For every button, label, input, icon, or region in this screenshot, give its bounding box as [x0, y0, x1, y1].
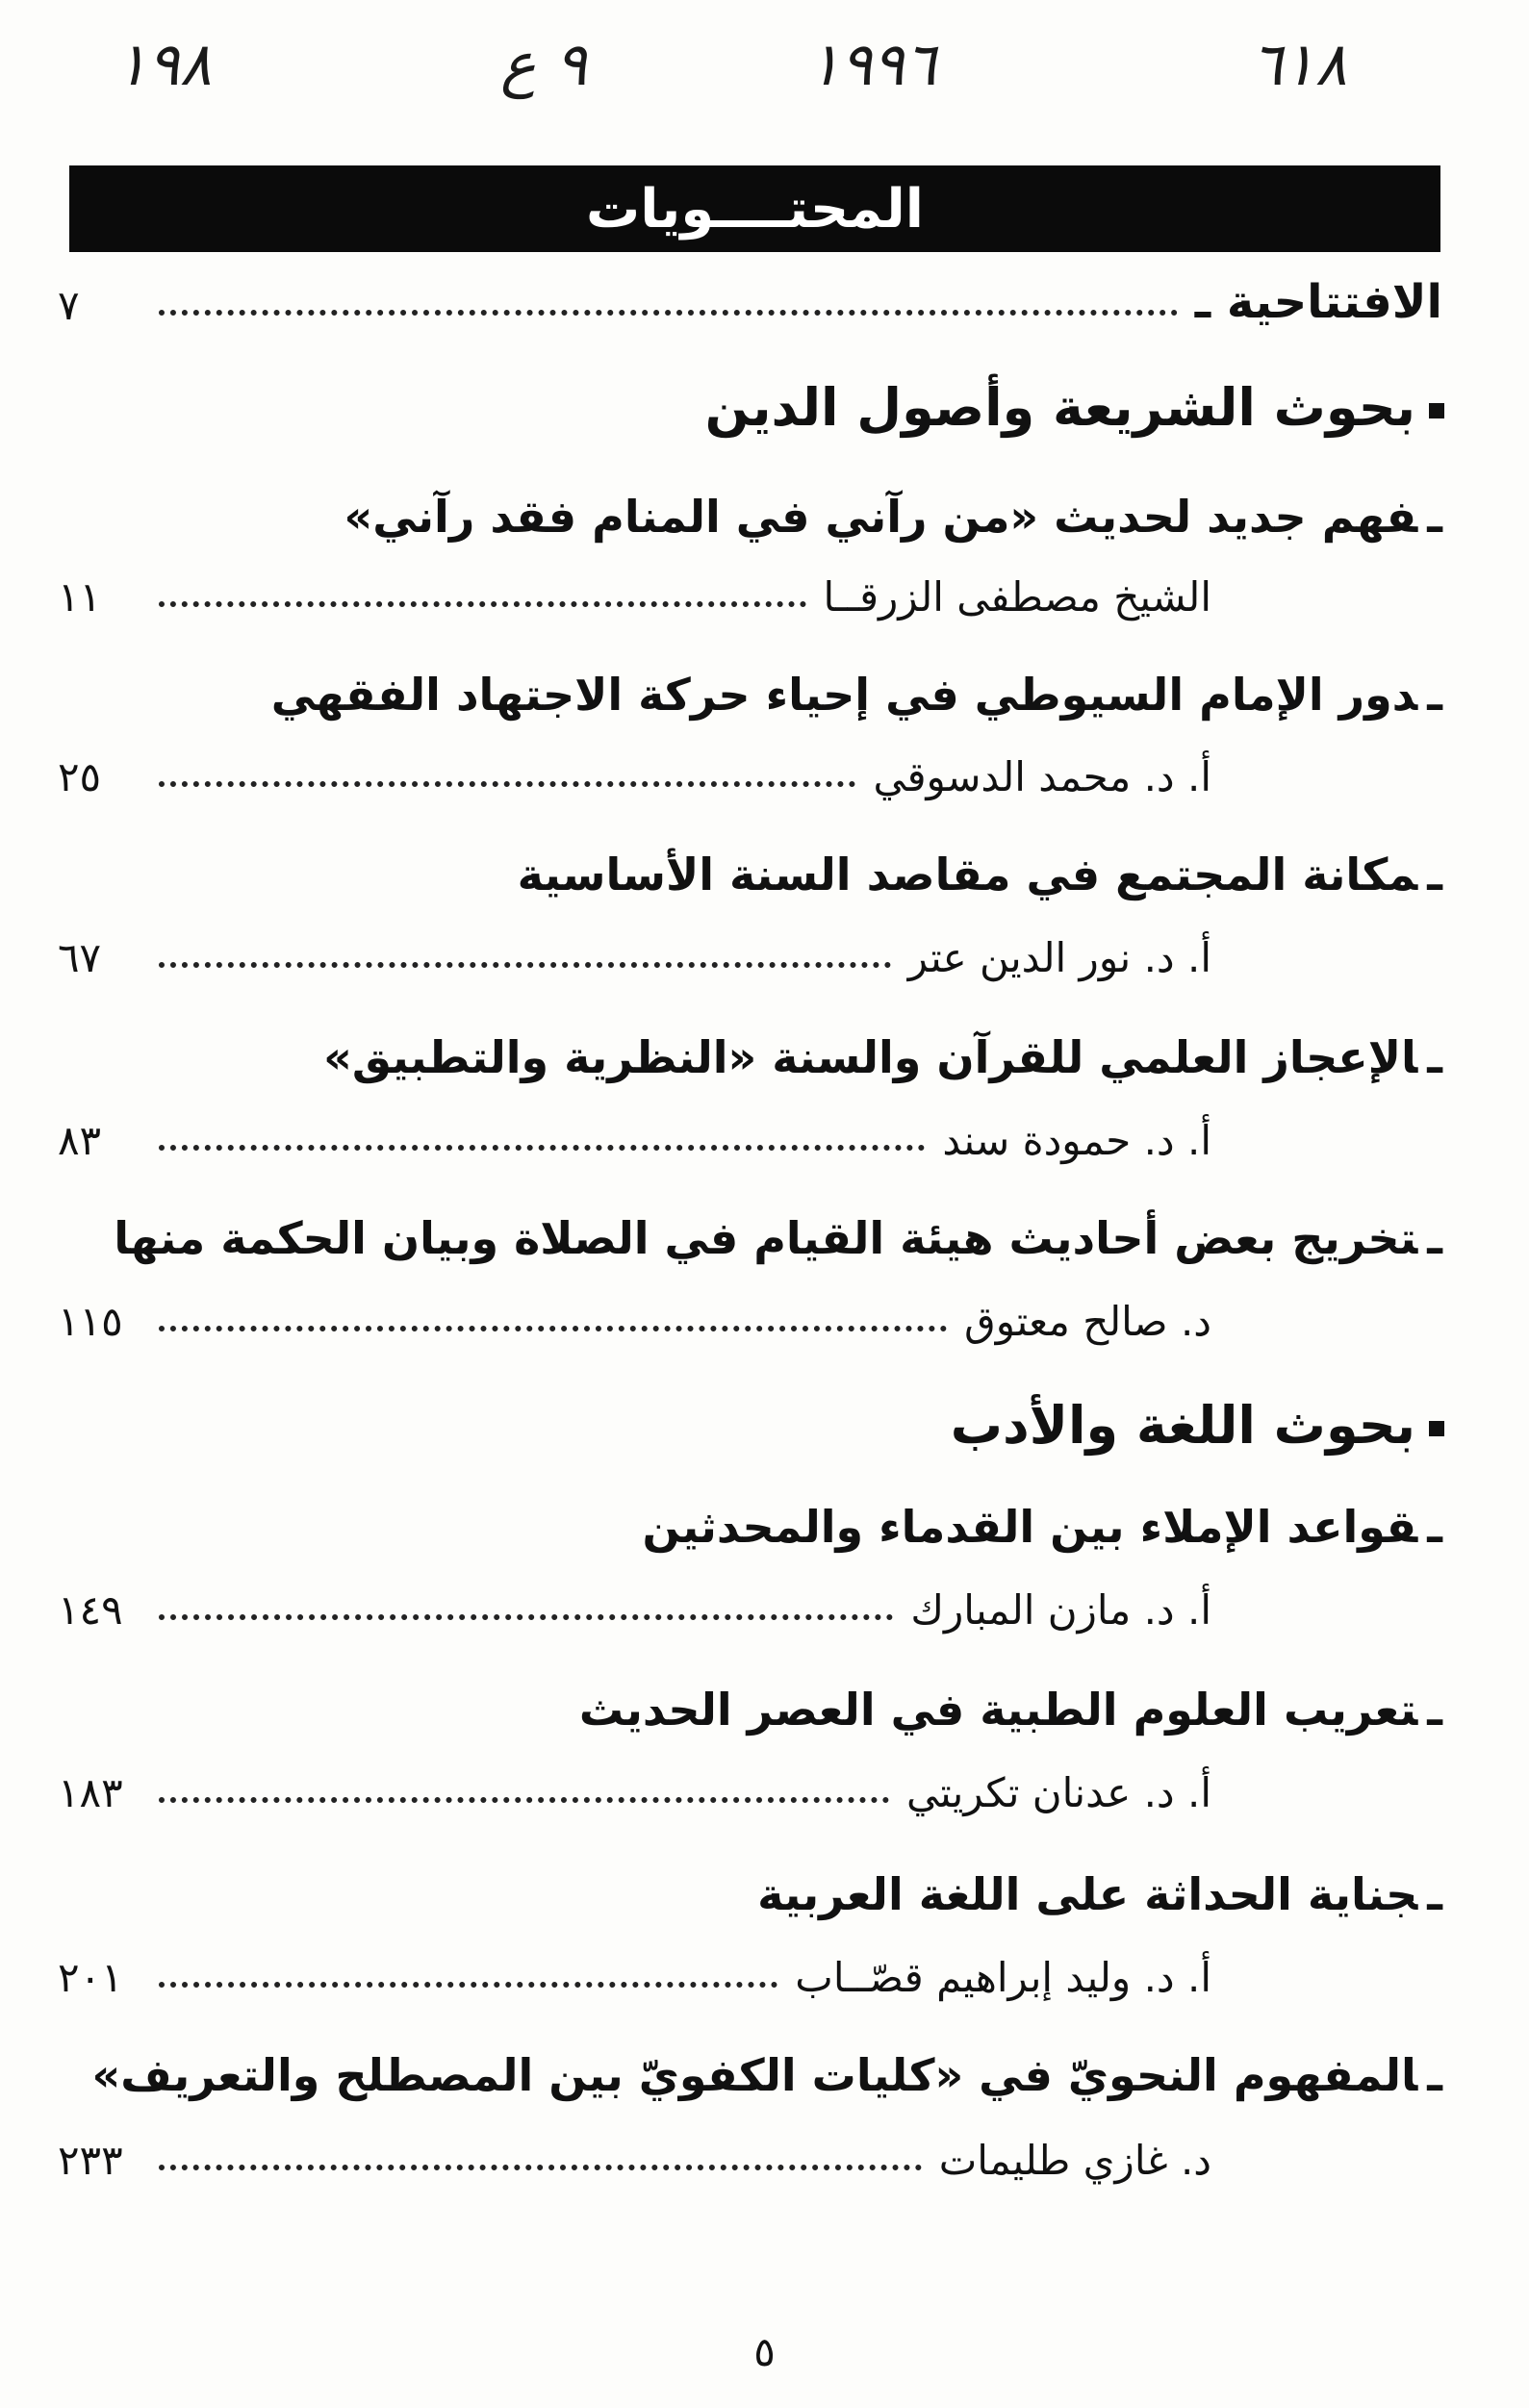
toc-entry-title[interactable]: ـالإعجاز العلمي للقرآن والسنة «النظرية والتطبيق» — [323, 1031, 1442, 1083]
handwritten-note-year: ١٩٩٦ — [808, 29, 937, 99]
section-heading-language: بحوث اللغة والأدب — [951, 1395, 1444, 1456]
dot-leader — [159, 2165, 922, 2170]
toc-entry-author-line[interactable] — [58, 743, 1211, 800]
author-name: أ. د. محمد الدسوقي — [873, 753, 1211, 800]
toc-entry-author-line[interactable] — [58, 563, 1211, 621]
entry-title: الافتتاحية ـ — [1194, 275, 1442, 329]
square-bullet-icon — [1429, 1421, 1444, 1436]
toc-entry-opening[interactable] — [58, 271, 1442, 329]
page-number: ١٨٣ — [58, 1769, 123, 1816]
page-number: ٢٥ — [58, 753, 102, 800]
toc-entry-author-line[interactable] — [58, 924, 1211, 981]
dot-leader — [159, 1326, 947, 1331]
toc-entry-title[interactable]: ـقواعد الإملاء بين القدماء والمحدثين — [642, 1501, 1442, 1553]
page-number: ٢٠١ — [58, 1954, 123, 2001]
page-number: ٨٣ — [58, 1117, 102, 1164]
author-name: د. غازي طليمات — [938, 2137, 1211, 2184]
toc-entry-author-line[interactable] — [58, 1943, 1211, 2001]
square-bullet-icon — [1429, 403, 1444, 418]
toc-entry-title[interactable]: ـالمفهوم النحويّ في «كليات الكفويّ بين المصطلح والتعريف» — [91, 2049, 1442, 2101]
dot-leader — [159, 1797, 889, 1803]
toc-entry-title[interactable]: ـتخريج بعض أحاديث هيئة القيام في الصلاة وبيان الحكمة منها — [114, 1212, 1442, 1264]
contents-header — [69, 165, 1440, 252]
author-name: أ. د. وليد إبراهيم قصّــاب — [795, 1954, 1211, 2001]
handwritten-note-issue: ٩ ع — [500, 29, 588, 99]
contents-title: المحتــــويات — [586, 177, 924, 241]
author-name: أ. د. نور الدين عتر — [907, 934, 1211, 981]
dot-leader — [159, 962, 891, 968]
page-number: ١١ — [58, 573, 102, 621]
toc-entry-title[interactable]: ـتعريب العلوم الطبية في العصر الحديث — [578, 1684, 1442, 1736]
toc-entry-title[interactable]: ـدور الإمام السيوطي في إحياء حركة الاجتهاد الفقهي — [270, 669, 1442, 721]
toc-entry-author-line[interactable] — [58, 1287, 1211, 1345]
toc-entry-title[interactable]: ـجناية الحداثة على اللغة العربية — [757, 1868, 1442, 1920]
handwritten-note-left: ١٩٨ — [115, 29, 212, 99]
dot-leader — [159, 310, 1178, 316]
page-number: ٦٧ — [58, 934, 102, 981]
dot-leader — [159, 601, 806, 607]
author-name: أ. د. عدنان تكريتي — [906, 1769, 1211, 1816]
dot-leader — [159, 1614, 893, 1620]
page-number: ١١٥ — [58, 1298, 123, 1345]
handwritten-note-right: ٦١٨ — [1251, 29, 1347, 99]
dot-leader — [159, 1982, 777, 1988]
page-number: ٧ — [58, 282, 80, 329]
page-number: ١٤٩ — [58, 1586, 123, 1634]
section-heading-sharia: بحوث الشريعة وأصول الدين — [705, 377, 1444, 438]
toc-entry-title[interactable]: ـفهم جديد لحديث «من رآني في المنام فقد رآني» — [344, 491, 1442, 543]
footer-page-number: ٥ — [753, 2328, 776, 2375]
author-name: أ. د. حمودة سند — [942, 1117, 1211, 1164]
toc-entry-author-line[interactable] — [58, 2126, 1211, 2184]
page-number: ٢٣٣ — [58, 2137, 123, 2184]
toc-entry-author-line[interactable] — [58, 1576, 1211, 1634]
dot-leader — [159, 781, 855, 787]
toc-entry-title[interactable]: ـمكانة المجتمع في مقاصد السنة الأساسية — [517, 849, 1442, 900]
author-name: د. صالح معتوق — [964, 1298, 1211, 1345]
toc-entry-author-line[interactable] — [58, 1759, 1211, 1816]
author-name: الشيخ مصطفى الزرقــا — [823, 573, 1211, 621]
dot-leader — [159, 1145, 925, 1151]
toc-entry-author-line[interactable] — [58, 1106, 1211, 1164]
author-name: أ. د. مازن المبارك — [910, 1586, 1211, 1634]
